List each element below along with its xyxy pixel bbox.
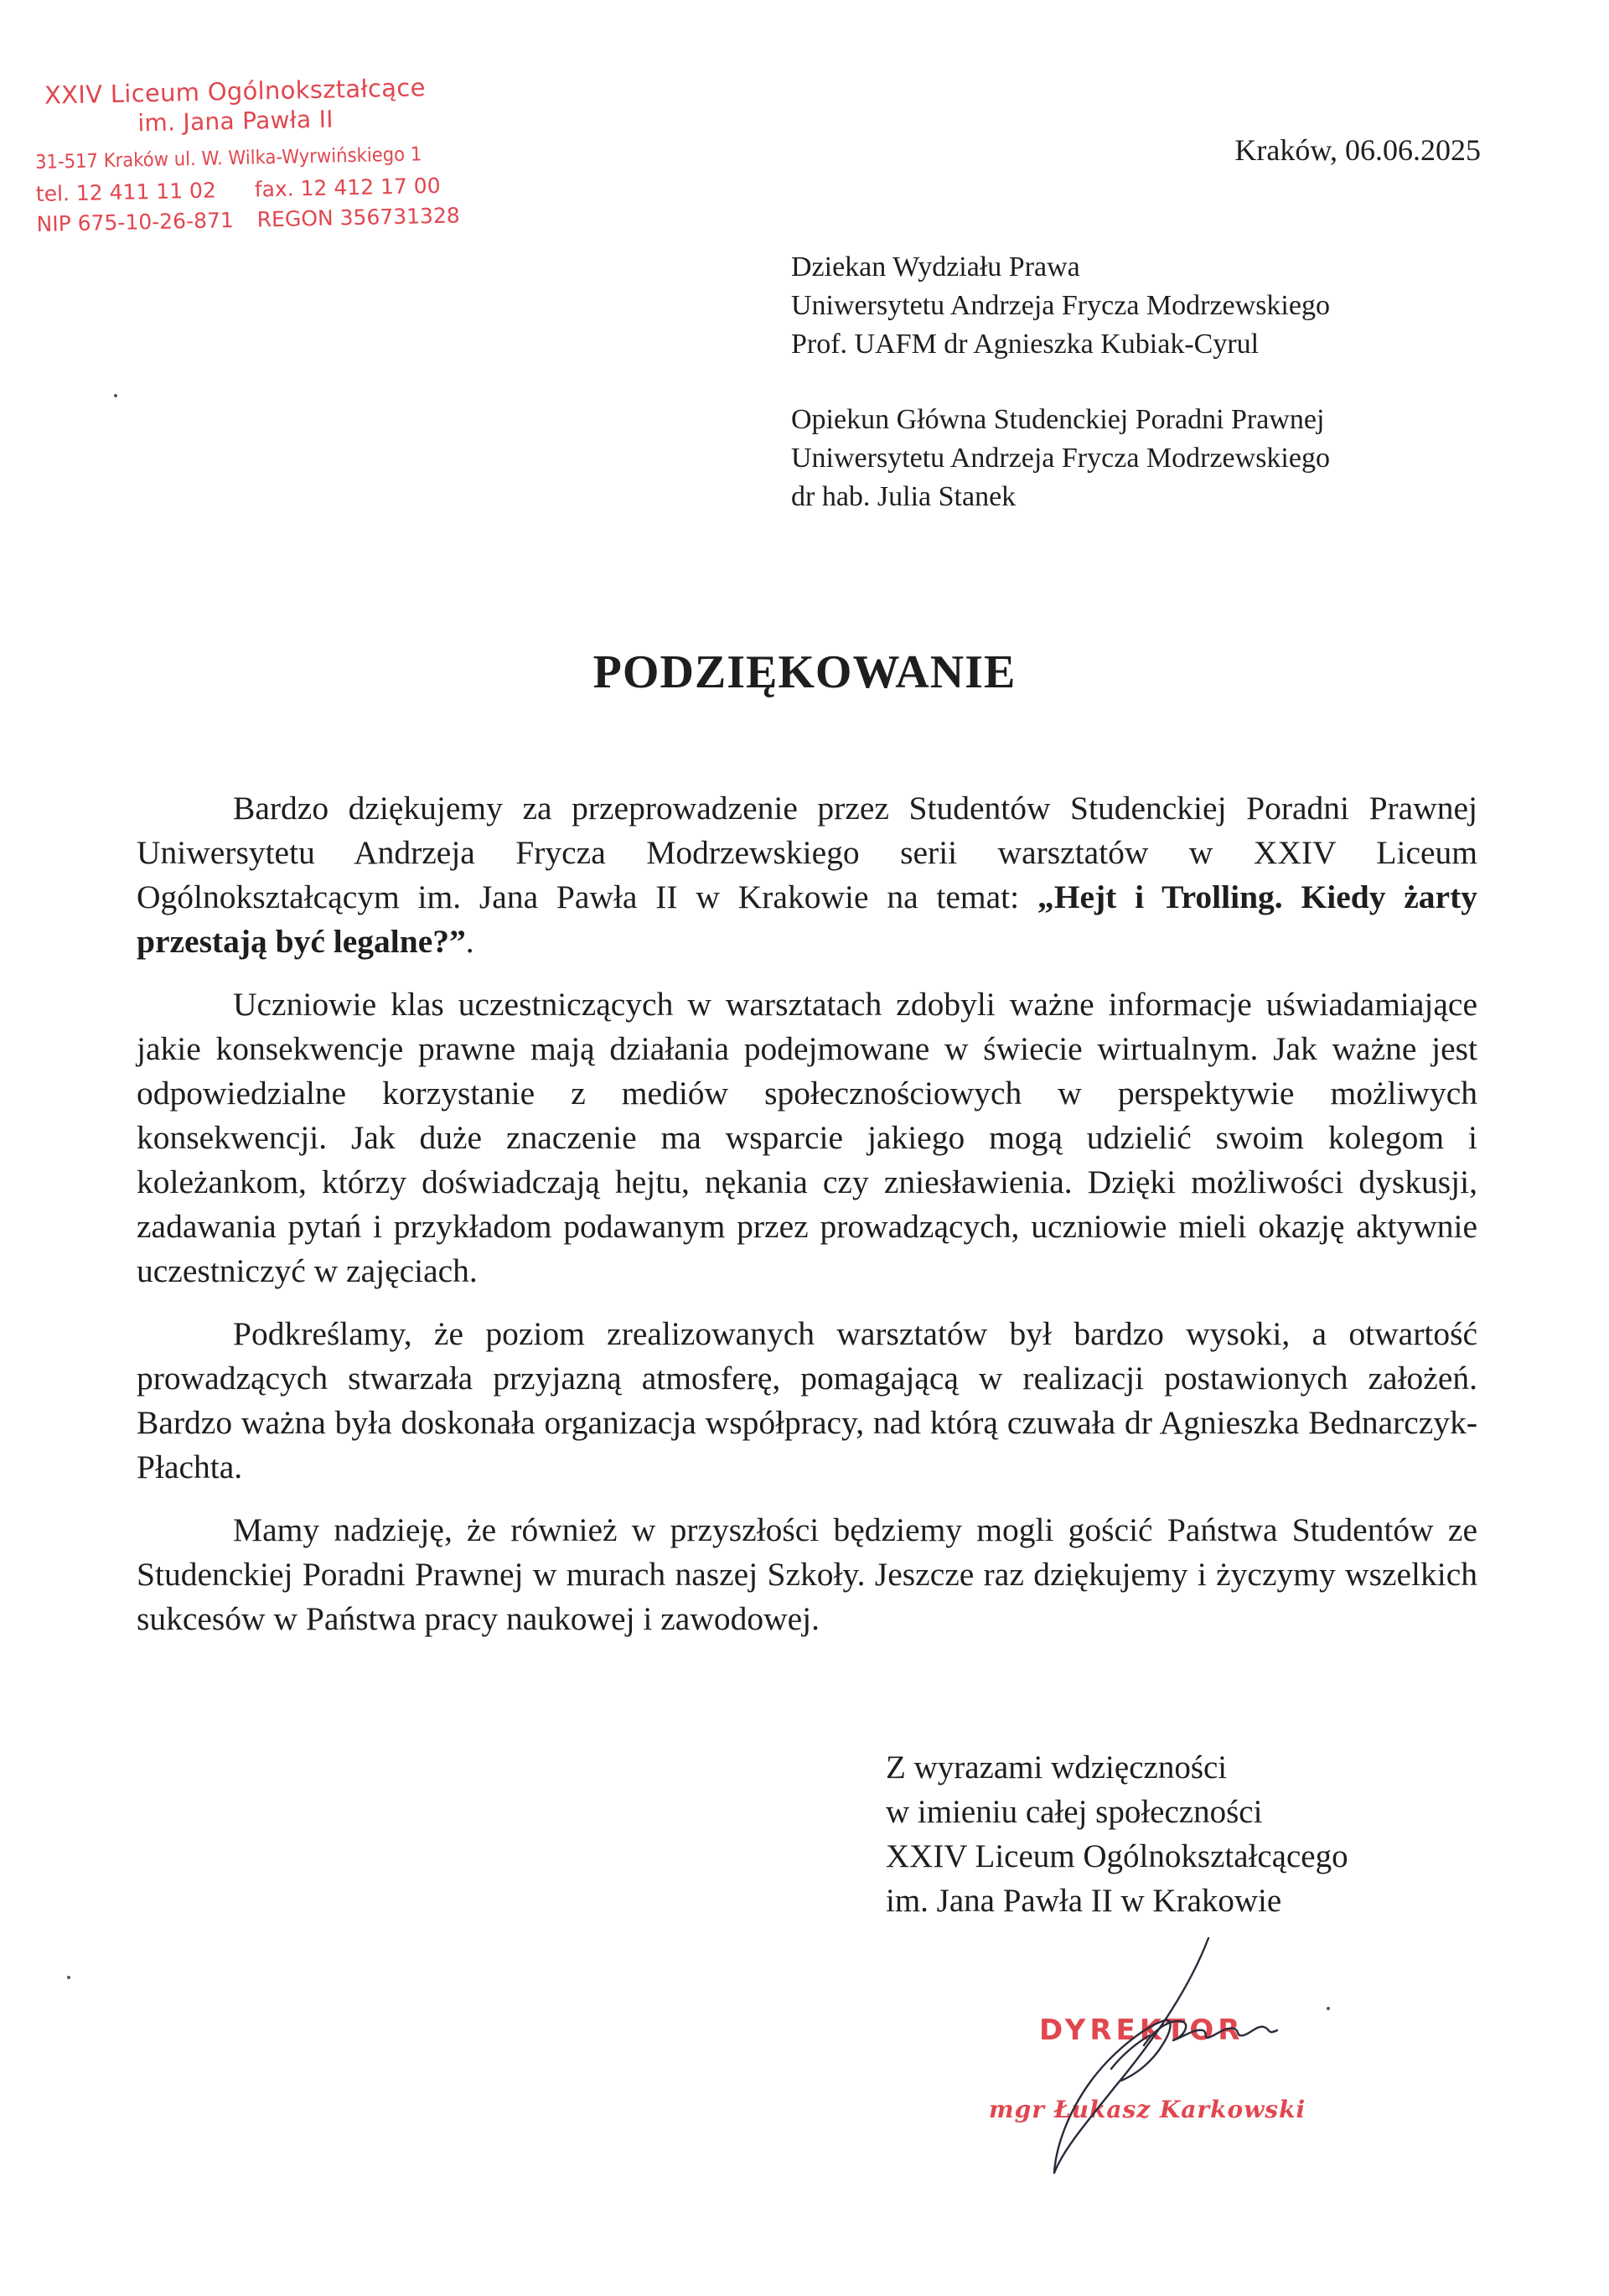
addressee-dean-line3: Prof. UAFM dr Agnieszka Kubiak-Cyrul xyxy=(791,329,1260,360)
stamp-nip: NIP 675-10-26-871 xyxy=(36,208,235,236)
addressee-supervisor-line3: dr hab. Julia Stanek xyxy=(791,481,1017,512)
addressee-dean-line2: Uniwersytetu Andrzeja Frycza Modrzewskiego xyxy=(791,290,1330,321)
body-paragraph-1-text: Bardzo dziękujemy za przeprowadzenie przez Studentów Studenckiej Poradni Prawnej Uniwersytetu Andrzeja Frycza Modrzewskiego serii warsztatów w XXIV Liceum Ogólnokształcącym im. Jana Pawła II w Krakowie na temat: xyxy=(137,790,1477,915)
addressee-supervisor-line2: Uniwersytetu Andrzeja Frycza Modrzewskiego xyxy=(791,443,1330,474)
stamp-tel: tel. 12 411 11 02 xyxy=(35,178,217,206)
scan-speck xyxy=(67,1976,70,1979)
workshop-topic: „Hejt i Trolling. Kiedy żarty przestają być legalne?” xyxy=(137,878,1477,960)
addressee-dean xyxy=(791,248,1330,364)
stamp-school-name: XXIV Liceum Ogólnokształcące xyxy=(44,73,427,110)
letter-body xyxy=(137,786,1477,1660)
body-paragraph-4: Mamy nadzieję, że również w przyszłości będziemy mogli gościć Państwa Studentów ze Studenckiej Poradni Prawnej w murach naszej Szkoły. Jeszcze raz dziękujemy i życzymy wszelkich sukcesów w Państwa pracy naukowej i zawodowej. xyxy=(137,1511,1477,1637)
director-role: DYREKTOR xyxy=(1039,2014,1244,2047)
director-name: mgr Łukasz Karkowski xyxy=(989,2096,1306,2123)
closing-line3: XXIV Liceum Ogólnokształcącego xyxy=(886,1838,1348,1874)
closing-line2: w imieniu całej społeczności xyxy=(886,1794,1263,1830)
letter-title: PODZIĘKOWANIE xyxy=(592,646,1017,698)
place-and-date: Kraków, 06.06.2025 xyxy=(1234,133,1481,167)
stamp-regon: REGON 356731328 xyxy=(256,203,461,232)
body-paragraph-1 xyxy=(137,786,1477,964)
body-paragraph-2: Uczniowie klas uczestniczących w warsztatach zdobyli ważne informacje uświadamiające jakie konsekwencje prawne mają działania podejmowane w świecie wirtualnym. Jak ważne jest odpowiedzialne korzystanie z mediów społecznościowych w perspektywie możliwych konsekwencji. Jak duże znaczenie ma wsparcie jakiego mogą udzielić swoim kolegom i koleżankom, którzy doświadczają hejtu, nękania czy zniesławienia. Dzięki możliwości dyskusji, zadawania pytań i przykładom podawanym przez prowadzących, uczniowie mieli okazję aktywnie uczestniczyć w zajęciach. xyxy=(137,986,1477,1289)
body-paragraph-3: Podkreślamy, że poziom zrealizowanych warsztatów był bardzo wysoki, a otwartość prowadzących stwarzała przyjazną atmosferę, pomagającą w realizacji postawionych założeń. Bardzo ważna była doskonała organizacja współpracy, nad którą czuwała dr Agnieszka Bednarczyk-Płachta. xyxy=(137,1315,1477,1485)
stamp-fax: fax. 12 412 17 00 xyxy=(254,173,441,202)
body-paragraph-1-end: . xyxy=(465,923,474,960)
closing-line1: Z wyrazami wdzięczności xyxy=(886,1749,1228,1785)
stamp-address: 31-517 Kraków ul. W. Wilka-Wyrwińskiego 1 xyxy=(34,143,422,174)
closing-line4: im. Jana Pawła II w Krakowie xyxy=(886,1883,1282,1919)
school-stamp xyxy=(34,72,461,240)
scan-speck xyxy=(114,394,117,397)
addressee-dean-line1: Dziekan Wydziału Prawa xyxy=(791,251,1080,282)
closing-block xyxy=(886,1745,1348,1923)
stamp-school-patron: im. Jana Pawła II xyxy=(137,105,334,137)
handwritten-signature xyxy=(964,1928,1332,2179)
addressee-supervisor-line1: Opiekun Główna Studenckiej Poradni Prawnej xyxy=(791,404,1325,435)
addressee-supervisor xyxy=(791,401,1330,516)
scan-speck xyxy=(1327,2007,1330,2010)
